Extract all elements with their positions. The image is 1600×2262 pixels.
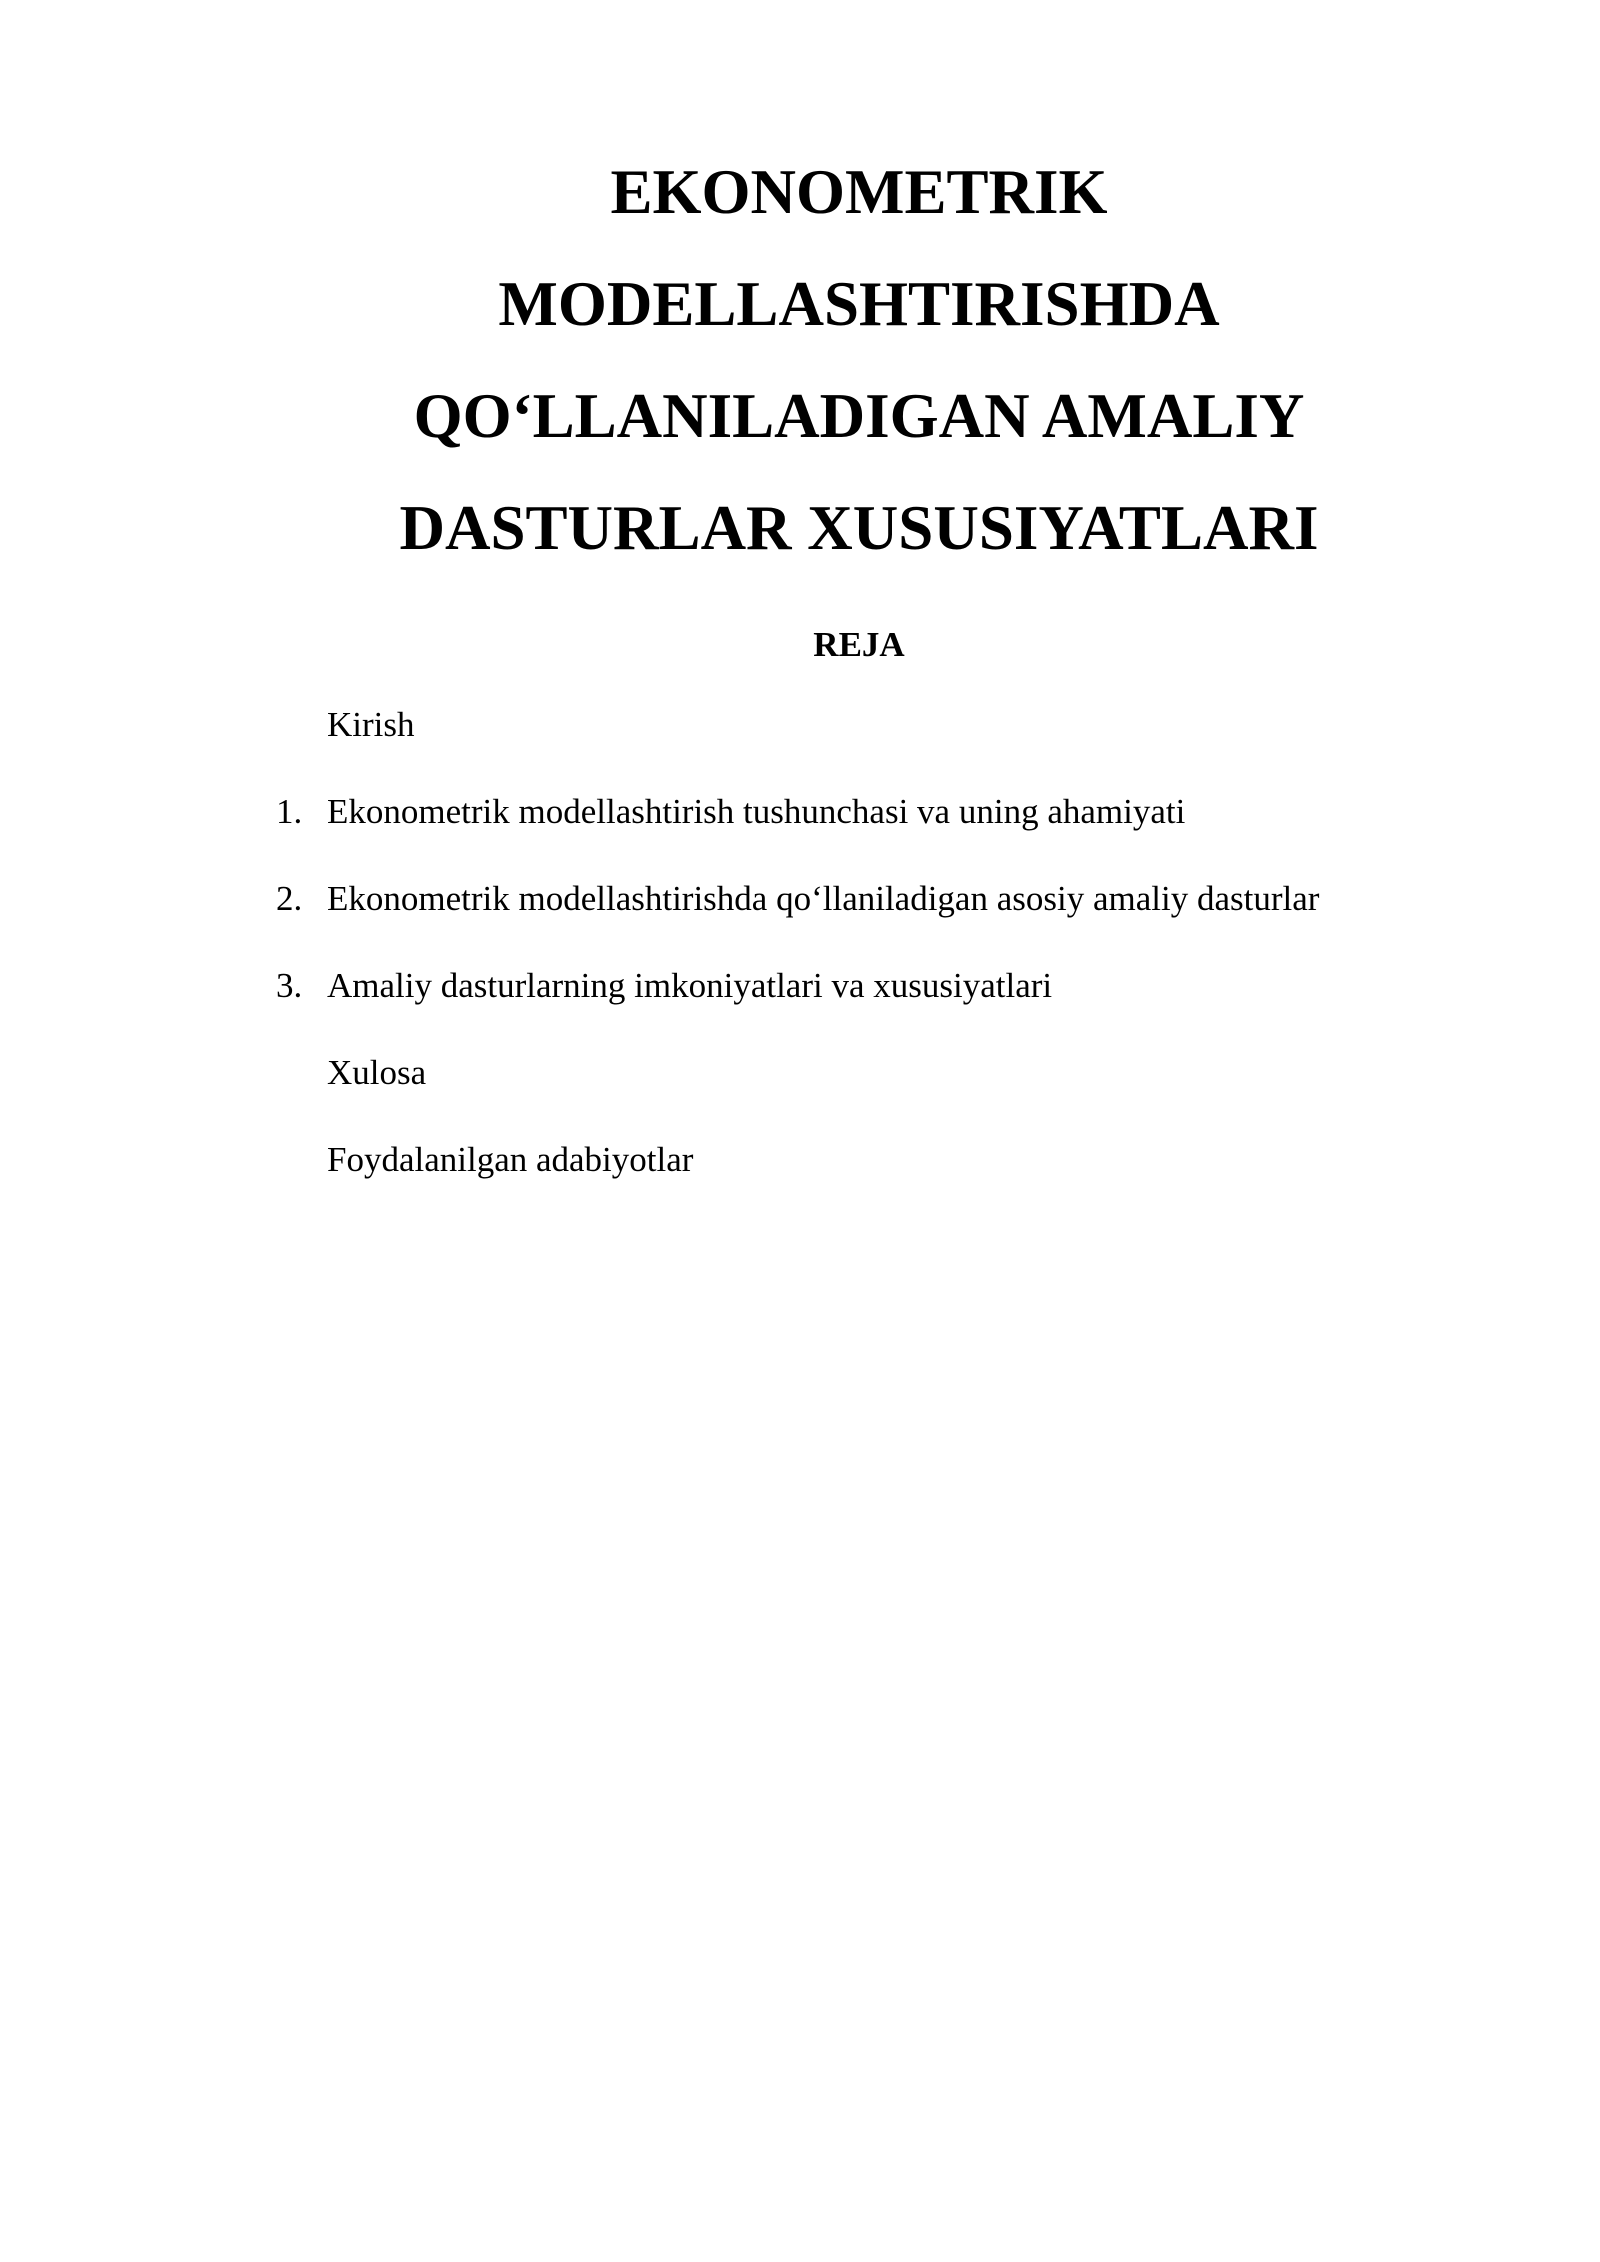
plan-item-intro xyxy=(0,700,1600,787)
plan-item-text: Ekonometrik modellashtirishda qo‘llaniladigan asosiy amaliy dasturlar xyxy=(327,879,1320,918)
title-line: EKONOMETRIK xyxy=(610,157,1108,227)
title-line: DASTURLAR XUSUSIYATLARI xyxy=(399,493,1319,563)
plan-item-number: 1. xyxy=(276,792,303,831)
plan-item-references xyxy=(0,1135,1600,1222)
plan-item-number: 2. xyxy=(276,879,303,918)
plan-list xyxy=(0,700,1600,1222)
plan-item-3 xyxy=(0,961,1600,1048)
plan-item-text: Kirish xyxy=(327,705,415,744)
title-line: QO‘LLANILADIGAN AMALIY xyxy=(413,381,1305,451)
plan-item-2 xyxy=(0,874,1600,961)
plan-heading: REJA xyxy=(813,625,905,664)
plan-item-1 xyxy=(0,787,1600,874)
plan-item-text: Foydalanilgan adabiyotlar xyxy=(327,1140,694,1179)
plan-item-text: Amaliy dasturlarning imkoniyatlari va xususiyatlari xyxy=(327,966,1053,1005)
plan-item-number: 3. xyxy=(276,966,303,1005)
plan-item-text: Xulosa xyxy=(327,1053,427,1092)
plan-item-conclusion xyxy=(0,1048,1600,1135)
document-title xyxy=(300,136,1418,584)
title-line: MODELLASHTIRISHDA xyxy=(498,269,1220,339)
plan-item-text: Ekonometrik modellashtirish tushunchasi va uning ahamiyati xyxy=(327,792,1186,831)
